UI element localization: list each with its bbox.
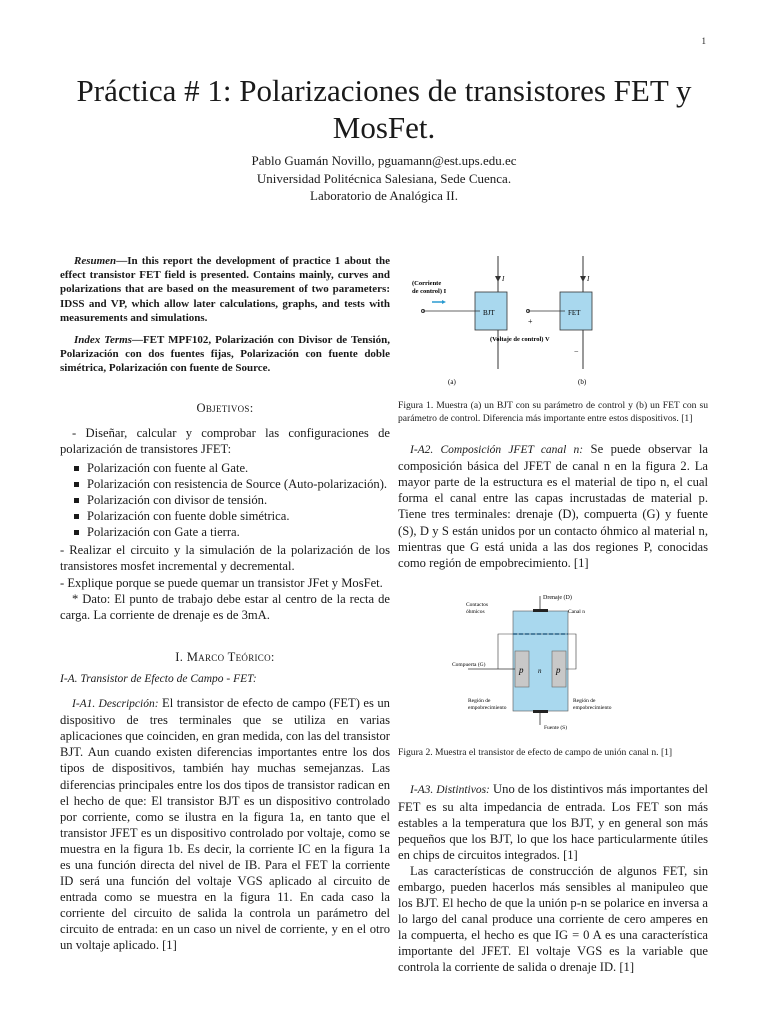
left-column: [60, 254, 390, 954]
page-number: 1: [701, 36, 706, 46]
control-current-label: (Corriente: [412, 280, 442, 287]
index-terms-label: Index Terms: [74, 334, 132, 347]
depletion-right-label-2: empobrecimiento: [573, 704, 612, 711]
depletion-right-label: Región de: [573, 697, 596, 704]
abstract-text: —In this report the development of practice 1 about the effect transistor FET field is presented. Contains mainly, curves and polarizations that are based on the measurement of two parameters: IDSS and VP, which allow later calculations, graphs, and tests with measurements and simulations.: [60, 255, 390, 324]
list-item: Polarización con Gate a tierra.: [87, 524, 390, 540]
ia3-label: I-A3. Distintivos:: [410, 784, 490, 797]
index-terms: [60, 333, 390, 376]
author-block: [60, 152, 708, 205]
ia1-label: I-A1. Descripción:: [72, 698, 159, 711]
author-affiliation: Universidad Politécnica Salesiana, Sede Cuenca.: [256, 170, 512, 186]
subsection-heading: I-A. Transistor de Efecto de Campo - FET:: [60, 672, 257, 685]
gate-label: Compuerta (G): [452, 661, 486, 668]
ia2-text: Se puede observar la composición básica del JFET de canal n en la figura 2. La mayor parte de la estructura es el material de tipo n, el cual forma el canal entre las capas incrustadas de material p. Tiene tres terminales: drenaje (D), compuerta (G) y fuente (S), D y S están unidos por un contacto óhmico al material n, mientras que G está unida a las dos regiones P, conocidas como región de empobrecimiento. [1]: [398, 442, 708, 570]
drain-label: Drenaje (D): [543, 594, 572, 601]
author-lab: Laboratorio de Analógica II.: [310, 188, 458, 203]
list-item: Polarización con fuente doble simétrica.: [87, 508, 390, 524]
fet-label: FET: [568, 309, 581, 317]
index-terms-text: —FET MPF102, Polarización con Divisor de Tensión, Polarización con dos fuentes fijas, Polarización con fuente doble simétrica, Polarización con fuente de Source.: [60, 334, 390, 375]
list-item: Polarización con divisor de tensión.: [87, 492, 390, 508]
plus-sign: +: [528, 317, 533, 326]
list-item: Polarización con fuente al Gate.: [87, 460, 390, 476]
figure-2: [398, 591, 708, 731]
contacts-label: Contactos: [466, 601, 488, 608]
objetivos-paragraph: * Dato: El punto de trabajo debe estar al centro de la recta de carga. La corriente de drenaje es de 3mA.: [60, 591, 390, 622]
objetivos-intro: - Diseñar, calcular y comprobar las configuraciones de polarización de transistores JFET:: [60, 425, 390, 456]
right-column: [398, 254, 708, 976]
n-channel-label: n: [538, 666, 542, 675]
p-region-left: p: [519, 664, 524, 675]
ic-label: I: [502, 275, 505, 283]
figure-1-caption: Figura 1. Muestra (a) un BJT con su parámetro de control y (b) un FET con su parámetro de control. Diferencia más importante entre estos dispositivos. [1]: [398, 400, 708, 424]
objetivos-paragraph: - Realizar el circuito y la simulación de la polarización de los transistores mosfet incremental y decremental.: [60, 543, 390, 574]
section-heading: I. Marco Teórico:: [175, 649, 275, 664]
figure-1: [398, 254, 708, 390]
ia2-paragraph: [398, 441, 708, 571]
minus-sign: −: [574, 347, 579, 356]
paper-title: Práctica # 1: Polarizaciones de transistores FET y MosFet.: [76, 73, 692, 145]
depletion-left-label-2: empobrecimiento: [468, 704, 507, 711]
list-item: Polarización con resistencia de Source (Auto-polarización).: [87, 476, 390, 492]
channel-label: Canal n: [568, 608, 585, 615]
ia2-label: I-A2. Composición JFET canal n:: [410, 444, 584, 457]
objetivos-list: [60, 460, 390, 540]
figure-a-label: (a): [448, 378, 456, 386]
p-region-right: p: [556, 664, 561, 675]
abstract-label: Resumen: [74, 255, 117, 267]
control-current-label-2: de control) I: [412, 288, 447, 295]
id-label: I: [587, 275, 590, 283]
figure-2-caption: Figura 2. Muestra el transistor de efecto de campo de unión canal n. [1]: [398, 746, 673, 758]
control-voltage-label: (Voltaje de control) V: [490, 336, 550, 343]
figure-b-label: (b): [578, 378, 587, 386]
ia1-text: El transistor de efecto de campo (FET) es un dispositivo de tres terminales que se utiliza en varias aplicaciones que coinciden, en gran medida, con las del transistor BJT. Aun cuando existen diferencias importantes entre los dos tipos de dispositivos, también hay muchas semejanzas. Las diferencias principales entre los dos tipos de transistor radican en el hecho de que: El transistor BJT es un dispositivo controlado por corriente, como se ilustra en la figura 1a, en tanto que el transistor JFET es un dispositivo controlado por voltaje, como se muestra en la figura 1b. Es decir, la corriente IC en la figura 1a es una función directa del nivel de IB. Para el FET la corriente ID será una función del voltaje VGS aplicado al circuito de entrada como se muestra en la figura 11. En cada caso la corriente del circuito de salida la controla un parámetro del circuito de entrada: en un caso un nivel de corriente, y en el otro un voltaje aplicado. [1]: [60, 696, 390, 953]
objetivos-paragraph: - Explique porque se puede quemar un transistor JFet y MosFet.: [60, 575, 383, 590]
source-label: Fuente (S): [544, 724, 568, 731]
bjt-label: BJT: [483, 309, 495, 317]
ia3-paragraph: [398, 781, 708, 862]
depletion-left-label: Región de: [468, 697, 491, 704]
objetivos-heading: Objetivos:: [196, 400, 254, 415]
author-name: Pablo Guamán Novillo, pguamann@est.ups.edu.ec: [251, 153, 517, 168]
ia1-paragraph: [60, 695, 390, 954]
ia3-text: Uno de los distintivos más importantes del FET es su alta impedancia de entrada. Los FET son más estables a la temperatura que los BJT, y en general son más pequeños que los BJT, lo que los hace particularmente útiles en chips de circuitos integrados. [1]: [398, 782, 708, 862]
abstract: [60, 254, 390, 325]
contacts-label-2: óhmicos: [466, 608, 485, 615]
bjt-diagram: [412, 256, 507, 386]
ia3-paragraph-2: Las características de construcción de algunos FET, sin embargo, pueden hacerlos más sensibles al manipuleo que los BJT. El hecho de que la unión p-n se polarice en inversa a lo largo del canal produce una corriente de cero amperes en la compuerta, el hecho es que IG = 0 A es una característica importante del JFET. El voltaje VGS es la variable que controla la corriente de salida o drenaje ID. [1]: [398, 863, 708, 975]
